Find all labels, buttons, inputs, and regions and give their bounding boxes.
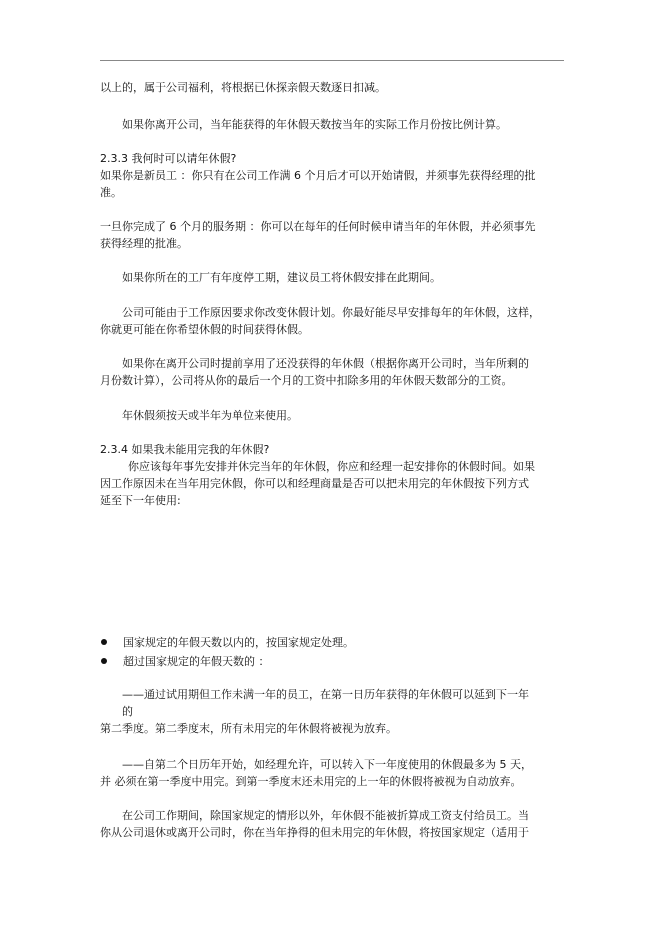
section-heading-2-3-3: 2.3.3 我何时可以请年休假? [100, 152, 237, 165]
bullet-icon [101, 639, 107, 645]
paragraph-line: 如果你离开公司，当年能获得的年休假天数按当年的实际工作月份按比例计算。 [122, 118, 507, 131]
paragraph-line: 第二季度。第二季度末，所有未用完的年休假将被视为放弃。 [100, 722, 397, 735]
paragraph-line: 你从公司退休或离开公司时，你在当年挣得的但未用完的年休假，将按国家规定（适用于 [100, 826, 529, 839]
paragraph-line: 以上的，属于公司福利，将根据已休探亲假天数逐日扣减。 [100, 81, 386, 94]
paragraph-line: 因工作原因未在当年用完休假，你可以和经理商量是否可以把未用完的年休假按下列方式 [100, 477, 529, 490]
paragraph-line: ——自第二个日历年开始，如经理允许，可以转入下一年度使用的休假最多为 5 天， [122, 758, 532, 771]
header-rule [100, 60, 564, 61]
paragraph-line: 年休假须按天或半年为单位来使用。 [122, 409, 298, 422]
paragraph-line: 如果你所在的工厂有年度停工期，建议员工将休假安排在此期间。 [122, 271, 441, 284]
bullet-icon [101, 658, 107, 664]
paragraph-line: 月份数计算），公司将从你的最后一个月的工资中扣除多用的年休假天数部分的工资。 [100, 374, 513, 387]
paragraph-line: 的 [122, 705, 133, 718]
paragraph-line: 延至下一年使用: [100, 494, 181, 507]
paragraph-line: 如果你在离开公司时提前享用了还没获得的年休假（根据你离开公司时，当年所剩的 [122, 357, 529, 370]
section-heading-2-3-4: 2.3.4 如果我未能用完我的年休假? [100, 443, 270, 456]
paragraph-line: 你就更可能在你希望休假的时间获得休假。 [100, 323, 309, 336]
paragraph-line: 一旦你完成了 6 个月的服务期 ：你可以在每年的任何时候申请当年的年休假，并必须事先 [100, 220, 536, 233]
paragraph-line: 获得经理的批准。 [100, 237, 188, 250]
list-item: 超过国家规定的年假天数的 ： [123, 655, 270, 668]
paragraph-line: 你应该每年事先安排并休完当年的年休假，你应和经理一起安排你的休假时间。如果 [128, 460, 535, 473]
paragraph-line: 并 必须在第一季度中用完。到第一季度末还未用完的上一年的休假将被视为自动放弃。 [100, 775, 522, 788]
paragraph-line: 公司可能由于工作原因要求你改变休假计划。你最好能尽早安排每年的年休假，这样， [122, 306, 540, 319]
paragraph-line: ——通过试用期但工作未满一年的员工，在第一日历年获得的年休假可以延到下一年 [122, 688, 529, 701]
paragraph-line: 在公司工作期间，除国家规定的情形以外，年休假不能被折算成工资支付给员工。当 [122, 809, 529, 822]
list-item: 国家规定的年假天数以内的，按国家规定处理。 [123, 636, 354, 649]
paragraph-line: 准。 [100, 186, 122, 199]
paragraph-line: 如果你是新员工 ：你只有在公司工作满 6 个月后才可以开始请假，并须事先获得经理的批 [100, 169, 536, 182]
